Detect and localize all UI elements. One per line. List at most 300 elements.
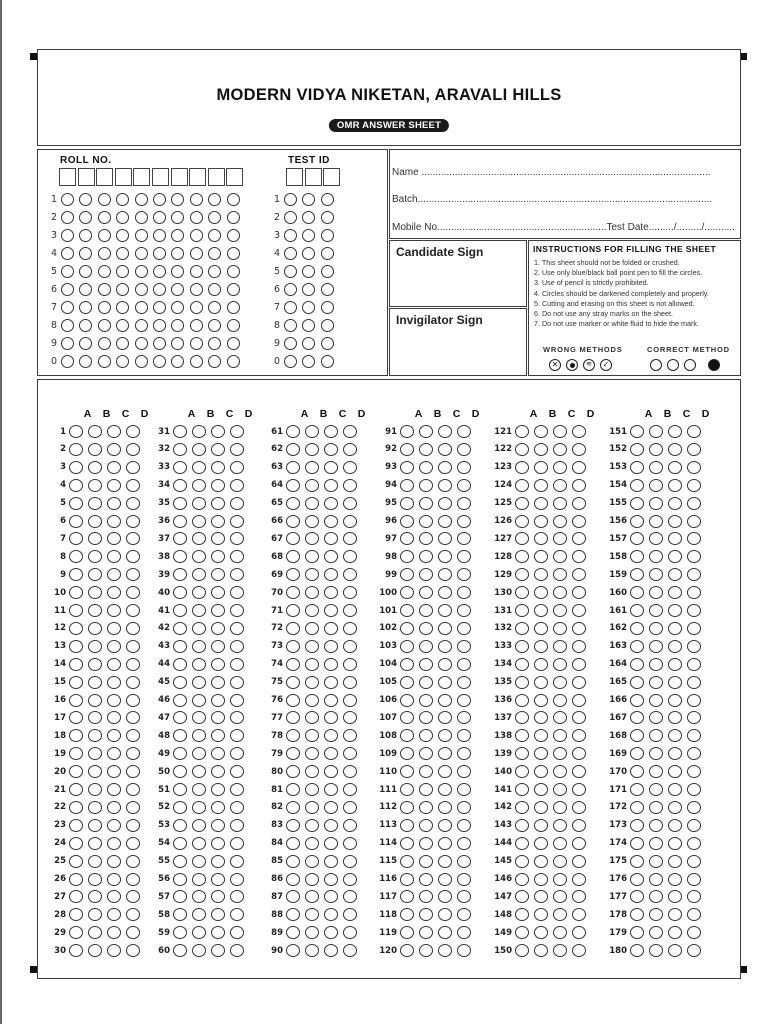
answer-bubble-c[interactable] — [553, 532, 567, 545]
digit-bubble[interactable] — [227, 193, 240, 206]
answer-bubble-a[interactable] — [173, 855, 187, 868]
answer-bubble-b[interactable] — [649, 944, 663, 957]
digit-bubble[interactable] — [61, 319, 74, 332]
answer-bubble-b[interactable] — [305, 550, 319, 563]
answer-bubble-b[interactable] — [88, 461, 102, 474]
answer-bubble-c[interactable] — [668, 765, 682, 778]
answer-bubble-c[interactable] — [553, 801, 567, 814]
answer-bubble-a[interactable] — [286, 944, 300, 957]
answer-bubble-a[interactable] — [515, 855, 529, 868]
answer-bubble-c[interactable] — [107, 711, 121, 724]
answer-bubble-d[interactable] — [687, 801, 701, 814]
answer-bubble-c[interactable] — [438, 676, 452, 689]
answer-bubble-b[interactable] — [192, 479, 206, 492]
answer-bubble-a[interactable] — [173, 550, 187, 563]
answer-bubble-b[interactable] — [649, 801, 663, 814]
digit-bubble[interactable] — [321, 301, 334, 314]
answer-bubble-d[interactable] — [230, 443, 244, 456]
answer-bubble-d[interactable] — [126, 729, 140, 742]
answer-bubble-c[interactable] — [107, 550, 121, 563]
digit-bubble[interactable] — [208, 337, 221, 350]
digit-bubble[interactable] — [61, 193, 74, 206]
digit-bubble[interactable] — [321, 283, 334, 296]
answer-bubble-a[interactable] — [515, 926, 529, 939]
answer-bubble-b[interactable] — [419, 890, 433, 903]
answer-bubble-a[interactable] — [515, 765, 529, 778]
answer-bubble-d[interactable] — [457, 837, 471, 850]
answer-bubble-b[interactable] — [649, 890, 663, 903]
answer-bubble-c[interactable] — [324, 765, 338, 778]
answer-bubble-c[interactable] — [211, 443, 225, 456]
answer-bubble-b[interactable] — [419, 497, 433, 510]
digit-bubble[interactable] — [98, 193, 111, 206]
answer-bubble-b[interactable] — [419, 729, 433, 742]
answer-bubble-b[interactable] — [192, 694, 206, 707]
digit-entry-box[interactable] — [133, 168, 150, 186]
answer-bubble-c[interactable] — [211, 747, 225, 760]
answer-bubble-a[interactable] — [630, 765, 644, 778]
answer-bubble-a[interactable] — [630, 926, 644, 939]
answer-bubble-c[interactable] — [553, 873, 567, 886]
answer-bubble-a[interactable] — [69, 568, 83, 581]
answer-bubble-d[interactable] — [572, 729, 586, 742]
answer-bubble-c[interactable] — [553, 908, 567, 921]
answer-bubble-d[interactable] — [126, 873, 140, 886]
answer-bubble-d[interactable] — [687, 425, 701, 438]
answer-bubble-d[interactable] — [230, 658, 244, 671]
answer-bubble-d[interactable] — [230, 729, 244, 742]
answer-bubble-c[interactable] — [553, 622, 567, 635]
answer-bubble-a[interactable] — [515, 443, 529, 456]
answer-bubble-b[interactable] — [534, 926, 548, 939]
answer-bubble-a[interactable] — [630, 711, 644, 724]
digit-bubble[interactable] — [208, 265, 221, 278]
answer-bubble-d[interactable] — [343, 425, 357, 438]
digit-bubble[interactable] — [284, 355, 297, 368]
answer-bubble-a[interactable] — [400, 479, 414, 492]
answer-bubble-c[interactable] — [211, 783, 225, 796]
answer-bubble-b[interactable] — [534, 497, 548, 510]
digit-bubble[interactable] — [284, 193, 297, 206]
answer-bubble-c[interactable] — [668, 801, 682, 814]
digit-bubble[interactable] — [227, 211, 240, 224]
answer-bubble-b[interactable] — [534, 747, 548, 760]
answer-bubble-b[interactable] — [305, 801, 319, 814]
answer-bubble-a[interactable] — [400, 855, 414, 868]
answer-bubble-a[interactable] — [69, 586, 83, 599]
answer-bubble-d[interactable] — [126, 801, 140, 814]
answer-bubble-a[interactable] — [515, 676, 529, 689]
answer-bubble-c[interactable] — [211, 890, 225, 903]
answer-bubble-d[interactable] — [457, 443, 471, 456]
answer-bubble-a[interactable] — [630, 944, 644, 957]
answer-bubble-a[interactable] — [515, 586, 529, 599]
answer-bubble-d[interactable] — [126, 604, 140, 617]
answer-bubble-c[interactable] — [553, 568, 567, 581]
answer-bubble-d[interactable] — [687, 944, 701, 957]
answer-bubble-b[interactable] — [419, 640, 433, 653]
answer-bubble-b[interactable] — [649, 873, 663, 886]
answer-bubble-a[interactable] — [630, 694, 644, 707]
answer-bubble-b[interactable] — [192, 658, 206, 671]
answer-bubble-b[interactable] — [649, 586, 663, 599]
answer-bubble-b[interactable] — [305, 461, 319, 474]
answer-bubble-a[interactable] — [286, 515, 300, 528]
answer-bubble-b[interactable] — [305, 926, 319, 939]
answer-bubble-d[interactable] — [687, 783, 701, 796]
answer-bubble-d[interactable] — [572, 461, 586, 474]
answer-bubble-d[interactable] — [687, 676, 701, 689]
digit-bubble[interactable] — [61, 247, 74, 260]
answer-bubble-c[interactable] — [324, 658, 338, 671]
answer-bubble-d[interactable] — [457, 890, 471, 903]
answer-bubble-d[interactable] — [457, 550, 471, 563]
answer-bubble-c[interactable] — [668, 890, 682, 903]
digit-bubble[interactable] — [227, 319, 240, 332]
answer-bubble-d[interactable] — [687, 658, 701, 671]
answer-bubble-b[interactable] — [88, 568, 102, 581]
answer-bubble-d[interactable] — [230, 497, 244, 510]
digit-bubble[interactable] — [98, 319, 111, 332]
answer-bubble-a[interactable] — [173, 837, 187, 850]
answer-bubble-d[interactable] — [687, 694, 701, 707]
answer-bubble-d[interactable] — [230, 711, 244, 724]
answer-bubble-b[interactable] — [88, 425, 102, 438]
digit-entry-box[interactable] — [226, 168, 243, 186]
answer-bubble-c[interactable] — [211, 819, 225, 832]
answer-bubble-b[interactable] — [88, 908, 102, 921]
answer-bubble-c[interactable] — [107, 873, 121, 886]
answer-bubble-a[interactable] — [173, 694, 187, 707]
answer-bubble-d[interactable] — [457, 532, 471, 545]
answer-bubble-c[interactable] — [668, 926, 682, 939]
answer-bubble-d[interactable] — [343, 801, 357, 814]
answer-bubble-a[interactable] — [515, 944, 529, 957]
answer-bubble-b[interactable] — [88, 443, 102, 456]
answer-bubble-d[interactable] — [457, 497, 471, 510]
answer-bubble-d[interactable] — [343, 658, 357, 671]
answer-bubble-a[interactable] — [173, 622, 187, 635]
answer-bubble-c[interactable] — [211, 694, 225, 707]
answer-bubble-a[interactable] — [515, 694, 529, 707]
digit-bubble[interactable] — [190, 265, 203, 278]
answer-bubble-b[interactable] — [534, 604, 548, 617]
answer-bubble-c[interactable] — [438, 622, 452, 635]
answer-bubble-b[interactable] — [192, 729, 206, 742]
answer-bubble-a[interactable] — [630, 729, 644, 742]
answer-bubble-b[interactable] — [305, 747, 319, 760]
answer-bubble-c[interactable] — [324, 944, 338, 957]
answer-bubble-a[interactable] — [630, 801, 644, 814]
answer-bubble-a[interactable] — [515, 908, 529, 921]
answer-bubble-c[interactable] — [107, 819, 121, 832]
answer-bubble-c[interactable] — [211, 926, 225, 939]
answer-bubble-c[interactable] — [668, 622, 682, 635]
answer-bubble-b[interactable] — [305, 658, 319, 671]
answer-bubble-c[interactable] — [668, 783, 682, 796]
answer-bubble-b[interactable] — [419, 568, 433, 581]
answer-bubble-b[interactable] — [88, 926, 102, 939]
answer-bubble-a[interactable] — [400, 676, 414, 689]
digit-bubble[interactable] — [98, 355, 111, 368]
answer-bubble-b[interactable] — [192, 801, 206, 814]
answer-bubble-c[interactable] — [107, 443, 121, 456]
answer-bubble-a[interactable] — [69, 515, 83, 528]
answer-bubble-c[interactable] — [668, 658, 682, 671]
answer-bubble-c[interactable] — [324, 729, 338, 742]
digit-bubble[interactable] — [116, 193, 129, 206]
digit-bubble[interactable] — [61, 337, 74, 350]
answer-bubble-a[interactable] — [286, 711, 300, 724]
answer-bubble-d[interactable] — [572, 783, 586, 796]
answer-bubble-c[interactable] — [324, 890, 338, 903]
answer-bubble-c[interactable] — [668, 550, 682, 563]
answer-bubble-c[interactable] — [107, 855, 121, 868]
answer-bubble-c[interactable] — [211, 586, 225, 599]
answer-bubble-b[interactable] — [88, 873, 102, 886]
answer-bubble-a[interactable] — [630, 515, 644, 528]
answer-bubble-d[interactable] — [343, 622, 357, 635]
answer-bubble-b[interactable] — [534, 694, 548, 707]
answer-bubble-a[interactable] — [400, 658, 414, 671]
answer-bubble-a[interactable] — [286, 837, 300, 850]
answer-bubble-b[interactable] — [419, 425, 433, 438]
answer-bubble-a[interactable] — [400, 604, 414, 617]
answer-bubble-d[interactable] — [343, 604, 357, 617]
digit-bubble[interactable] — [284, 301, 297, 314]
answer-bubble-d[interactable] — [572, 926, 586, 939]
answer-bubble-c[interactable] — [107, 461, 121, 474]
answer-bubble-a[interactable] — [69, 908, 83, 921]
digit-bubble[interactable] — [98, 337, 111, 350]
digit-bubble[interactable] — [98, 265, 111, 278]
answer-bubble-a[interactable] — [515, 729, 529, 742]
answer-bubble-b[interactable] — [88, 747, 102, 760]
answer-bubble-b[interactable] — [192, 497, 206, 510]
answer-bubble-a[interactable] — [69, 944, 83, 957]
answer-bubble-a[interactable] — [400, 926, 414, 939]
answer-bubble-c[interactable] — [324, 604, 338, 617]
answer-bubble-a[interactable] — [515, 568, 529, 581]
answer-bubble-b[interactable] — [649, 908, 663, 921]
answer-bubble-a[interactable] — [69, 443, 83, 456]
answer-bubble-a[interactable] — [630, 443, 644, 456]
answer-bubble-d[interactable] — [457, 604, 471, 617]
digit-bubble[interactable] — [171, 229, 184, 242]
digit-bubble[interactable] — [321, 265, 334, 278]
digit-bubble[interactable] — [61, 283, 74, 296]
answer-bubble-d[interactable] — [572, 711, 586, 724]
answer-bubble-b[interactable] — [419, 837, 433, 850]
answer-bubble-b[interactable] — [534, 479, 548, 492]
answer-bubble-b[interactable] — [88, 801, 102, 814]
answer-bubble-c[interactable] — [324, 819, 338, 832]
digit-bubble[interactable] — [171, 301, 184, 314]
answer-bubble-d[interactable] — [126, 443, 140, 456]
digit-bubble[interactable] — [302, 283, 315, 296]
answer-bubble-b[interactable] — [88, 640, 102, 653]
answer-bubble-d[interactable] — [457, 676, 471, 689]
answer-bubble-d[interactable] — [687, 604, 701, 617]
answer-bubble-c[interactable] — [438, 497, 452, 510]
answer-bubble-b[interactable] — [305, 425, 319, 438]
answer-bubble-d[interactable] — [572, 640, 586, 653]
answer-bubble-d[interactable] — [343, 694, 357, 707]
answer-bubble-d[interactable] — [126, 890, 140, 903]
digit-bubble[interactable] — [208, 211, 221, 224]
answer-bubble-a[interactable] — [286, 908, 300, 921]
answer-bubble-a[interactable] — [69, 640, 83, 653]
digit-bubble[interactable] — [321, 337, 334, 350]
digit-entry-box[interactable] — [208, 168, 225, 186]
answer-bubble-c[interactable] — [553, 425, 567, 438]
answer-bubble-d[interactable] — [126, 837, 140, 850]
answer-bubble-b[interactable] — [305, 837, 319, 850]
answer-bubble-a[interactable] — [69, 694, 83, 707]
answer-bubble-c[interactable] — [668, 425, 682, 438]
answer-bubble-d[interactable] — [343, 783, 357, 796]
answer-bubble-c[interactable] — [324, 711, 338, 724]
answer-bubble-a[interactable] — [400, 497, 414, 510]
answer-bubble-d[interactable] — [572, 944, 586, 957]
answer-bubble-a[interactable] — [630, 676, 644, 689]
answer-bubble-a[interactable] — [400, 515, 414, 528]
digit-bubble[interactable] — [171, 355, 184, 368]
answer-bubble-a[interactable] — [400, 837, 414, 850]
answer-bubble-c[interactable] — [107, 568, 121, 581]
answer-bubble-a[interactable] — [515, 711, 529, 724]
answer-bubble-a[interactable] — [286, 873, 300, 886]
answer-bubble-a[interactable] — [515, 801, 529, 814]
answer-bubble-d[interactable] — [230, 479, 244, 492]
answer-bubble-d[interactable] — [687, 908, 701, 921]
answer-bubble-b[interactable] — [88, 515, 102, 528]
digit-bubble[interactable] — [98, 211, 111, 224]
answer-bubble-a[interactable] — [69, 550, 83, 563]
answer-bubble-d[interactable] — [126, 855, 140, 868]
answer-bubble-b[interactable] — [305, 908, 319, 921]
answer-bubble-d[interactable] — [126, 658, 140, 671]
answer-bubble-d[interactable] — [230, 783, 244, 796]
answer-bubble-b[interactable] — [192, 837, 206, 850]
answer-bubble-a[interactable] — [286, 640, 300, 653]
digit-entry-box[interactable] — [96, 168, 113, 186]
answer-bubble-d[interactable] — [343, 443, 357, 456]
answer-bubble-c[interactable] — [553, 604, 567, 617]
digit-bubble[interactable] — [171, 247, 184, 260]
answer-bubble-d[interactable] — [457, 622, 471, 635]
answer-bubble-b[interactable] — [305, 622, 319, 635]
answer-bubble-b[interactable] — [419, 801, 433, 814]
answer-bubble-c[interactable] — [211, 676, 225, 689]
answer-bubble-d[interactable] — [457, 461, 471, 474]
answer-bubble-b[interactable] — [192, 908, 206, 921]
answer-bubble-b[interactable] — [534, 783, 548, 796]
answer-bubble-b[interactable] — [534, 550, 548, 563]
answer-bubble-b[interactable] — [419, 783, 433, 796]
answer-bubble-c[interactable] — [668, 837, 682, 850]
answer-bubble-a[interactable] — [173, 908, 187, 921]
answer-bubble-a[interactable] — [69, 676, 83, 689]
answer-bubble-a[interactable] — [173, 926, 187, 939]
answer-bubble-a[interactable] — [630, 479, 644, 492]
digit-bubble[interactable] — [79, 265, 92, 278]
answer-bubble-c[interactable] — [668, 855, 682, 868]
answer-bubble-b[interactable] — [534, 765, 548, 778]
answer-bubble-c[interactable] — [324, 568, 338, 581]
answer-bubble-d[interactable] — [126, 676, 140, 689]
answer-bubble-c[interactable] — [438, 926, 452, 939]
answer-bubble-c[interactable] — [107, 515, 121, 528]
answer-bubble-c[interactable] — [668, 908, 682, 921]
answer-bubble-b[interactable] — [88, 550, 102, 563]
answer-bubble-c[interactable] — [211, 944, 225, 957]
answer-bubble-b[interactable] — [419, 944, 433, 957]
answer-bubble-d[interactable] — [230, 640, 244, 653]
answer-bubble-c[interactable] — [438, 694, 452, 707]
answer-bubble-a[interactable] — [69, 425, 83, 438]
answer-bubble-d[interactable] — [230, 604, 244, 617]
answer-bubble-c[interactable] — [324, 873, 338, 886]
digit-bubble[interactable] — [153, 301, 166, 314]
answer-bubble-a[interactable] — [286, 532, 300, 545]
answer-bubble-a[interactable] — [400, 873, 414, 886]
answer-bubble-b[interactable] — [192, 855, 206, 868]
digit-bubble[interactable] — [171, 283, 184, 296]
answer-bubble-a[interactable] — [286, 461, 300, 474]
answer-bubble-a[interactable] — [286, 890, 300, 903]
batch-field[interactable]: Batch.......................................................................................................... — [392, 194, 713, 205]
answer-bubble-a[interactable] — [173, 729, 187, 742]
answer-bubble-a[interactable] — [515, 890, 529, 903]
answer-bubble-a[interactable] — [400, 694, 414, 707]
answer-bubble-a[interactable] — [630, 908, 644, 921]
answer-bubble-a[interactable] — [173, 676, 187, 689]
answer-bubble-a[interactable] — [630, 837, 644, 850]
answer-bubble-d[interactable] — [126, 783, 140, 796]
digit-bubble[interactable] — [190, 247, 203, 260]
digit-bubble[interactable] — [208, 355, 221, 368]
answer-bubble-d[interactable] — [572, 694, 586, 707]
answer-bubble-d[interactable] — [230, 837, 244, 850]
answer-bubble-b[interactable] — [419, 658, 433, 671]
digit-bubble[interactable] — [153, 355, 166, 368]
answer-bubble-c[interactable] — [324, 532, 338, 545]
answer-bubble-d[interactable] — [687, 550, 701, 563]
answer-bubble-a[interactable] — [173, 532, 187, 545]
digit-bubble[interactable] — [171, 319, 184, 332]
answer-bubble-b[interactable] — [534, 819, 548, 832]
answer-bubble-b[interactable] — [305, 855, 319, 868]
answer-bubble-c[interactable] — [438, 855, 452, 868]
answer-bubble-d[interactable] — [687, 747, 701, 760]
answer-bubble-c[interactable] — [438, 819, 452, 832]
digit-bubble[interactable] — [135, 337, 148, 350]
answer-bubble-a[interactable] — [630, 783, 644, 796]
answer-bubble-a[interactable] — [286, 926, 300, 939]
answer-bubble-a[interactable] — [400, 461, 414, 474]
answer-bubble-c[interactable] — [324, 676, 338, 689]
answer-bubble-c[interactable] — [107, 890, 121, 903]
answer-bubble-d[interactable] — [457, 694, 471, 707]
answer-bubble-a[interactable] — [515, 604, 529, 617]
answer-bubble-b[interactable] — [534, 890, 548, 903]
answer-bubble-a[interactable] — [173, 944, 187, 957]
digit-bubble[interactable] — [302, 229, 315, 242]
answer-bubble-c[interactable] — [324, 586, 338, 599]
answer-bubble-d[interactable] — [687, 819, 701, 832]
answer-bubble-a[interactable] — [286, 497, 300, 510]
